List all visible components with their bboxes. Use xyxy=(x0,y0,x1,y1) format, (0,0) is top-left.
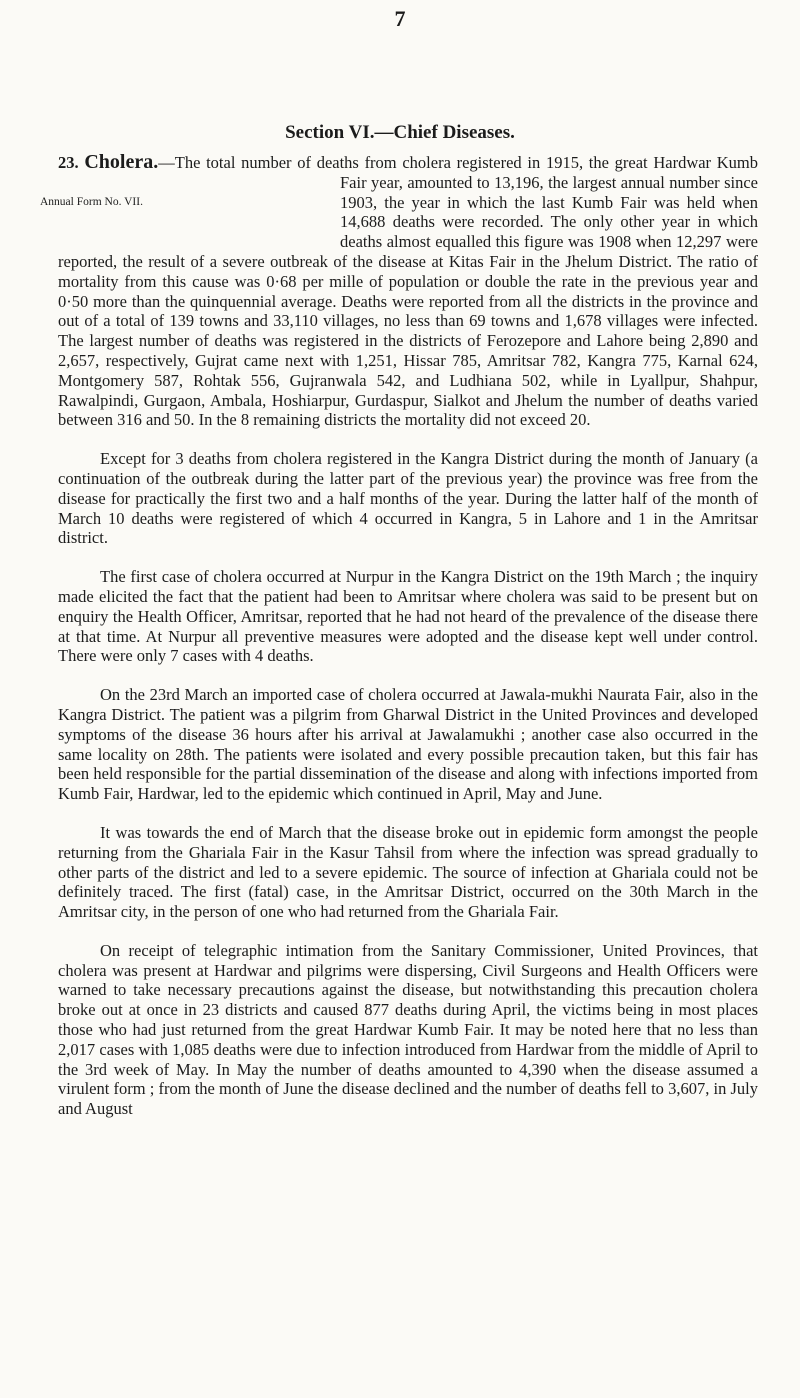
paragraph-lead: —The total number of deaths from cholera registered in xyxy=(158,153,541,172)
paragraph-number: 23. xyxy=(58,153,79,172)
paragraph-nurpur: The first case of cholera occurred at Nurpur in the Kangra District on the 19th March ; the inquiry made elicited the fact that the patient had been to Amritsar where cholera was said to be present but on enquiry the Health Officer, Amritsar, reported that he had not heard of the prevalence of the disease there at that time. At Nurpur all preventive measures were adopted and the disease kept well under control. There were only 7 cases with 4 deaths. xyxy=(58,567,758,666)
paragraph-opening xyxy=(58,153,546,172)
paragraph-cholera xyxy=(40,151,759,430)
section-heading: Section VI.—Chief Diseases. xyxy=(285,122,515,143)
paragraph-jawalamukhi: On the 23rd March an imported case of cholera occurred at Jawala-mukhi Naurata Fair, also in the Kangra District. The patient was a pilgrim from Gharwal District in the United Provinces and developed symptoms of the disease 36 hours after his arrival at Jawalamukhi ; another case also occurred in the same locality on 28th. The patients were isolated and every possible precaution taken, but this fair has been held responsible for the partial dissemination of the disease and along with infections imported from Kumb Fair, Hardwar, led to the epidemic which continued in April, May and June. xyxy=(58,685,758,804)
paragraph-early-year: Except for 3 deaths from cholera registered in the Kangra District during the month of January (a continuation of the outbreak during the latter part of the previous year) the province was free from the disease for practically the first two and a half months of the year. During the latter half of the month of March 10 deaths were registered of which 4 occurred in Kangra, 5 in Lahore and 1 in the Amritsar district. xyxy=(58,449,758,548)
paragraph-heading: Cholera. xyxy=(84,151,159,173)
margin-note: Annual Form No. VII. xyxy=(40,195,143,208)
paragraph-hardwar: On receipt of telegraphic intimation from the Sanitary Commissioner, United Provinces, that cholera was present at Hardwar and pilgrims were dispersing, Civil Surgeons and Health Officers were warned to take necessary precautions against the disease, but notwithstanding this precaution cholera broke out at once in 23 districts and caused 877 deaths during April, the victims being in most places those who had just returned from the great Hardwar Kumb Fair. It may be noted here that no less than 2,017 cases with 1,085 deaths were due to infection introduced from Hardwar from the middle of April to the 3rd week of May. In May the number of deaths amounted to 4,390 when the disease assumed a virulent form ; from the month of June the disease declined and the number of deaths fell to 3,607, in July and August xyxy=(58,940,758,1119)
paragraph-text: 1915, the great Hardwar Kumb Fair year, amounted to 13,196, the largest annual number since 1903, the year in which the last Kumb Fair was held when 14,688 deaths were recorded. The only other year in which deaths almost equalled this figure was 1908 when 12,297 were reported, the result of a severe outbreak of the disease at Kitas Fair in the Jhelum District. The ratio of mortality from this cause was 0·68 per mille of population or double the rate in the previous year and 0·50 more than the quinquennial average. Deaths were reported from all the districts in the province and out of a total of 139 towns and 33,110 villages, no less than 69 towns and 1,678 villages were infected. The largest number of deaths was registered in the districts of Ferozepore and Lahore being 2,890 and 2,657, respectively, Gujrat came next with 1,251, Hissar 785, Amritsar 782, Kangra 775, Karnal 624, Montgomery 587, Rohtak 556, Gujranwala 542, and Ludhiana 502, while in Lyallpur, Shahpur, Rawalpindi, Gurgaon, Ambala, Hoshiarpur, Gurdaspur, Sialkot and Jhelum the number of deaths varied between 316 and 50. In the 8 remaining districts the mortality did not exceed 20. xyxy=(58,153,759,430)
document-body xyxy=(40,151,759,1138)
paragraph-ghariala: It was towards the end of March that the disease broke out in epidemic form amongst the people returning from the Ghariala Fair in the Kasur Tahsil from where the infection was spread gradually to other parts of the district and led to a severe epidemic. The source of infection at Ghariala could not be definitely traced. The first (fatal) case, in the Amritsar District, occurred on the 30th March in the Amritsar city, in the person of one who had returned from the Ghariala Fair. xyxy=(58,822,758,922)
page-number: 7 xyxy=(394,6,406,31)
